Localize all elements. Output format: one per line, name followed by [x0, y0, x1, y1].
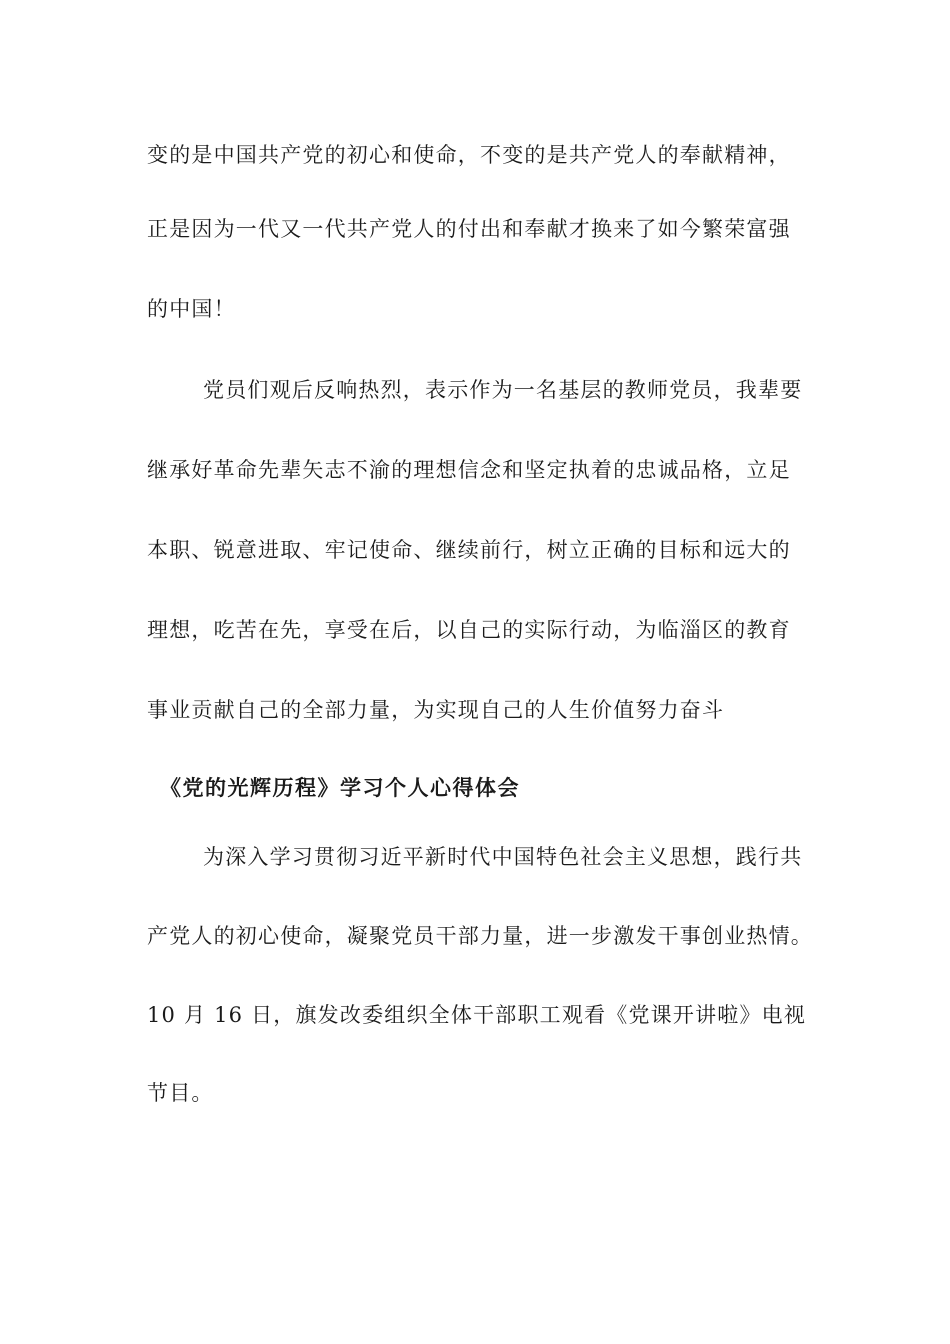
text-line: 本职、锐意进取、牢记使命、继续前行，树立正确的目标和远大的: [147, 538, 791, 562]
text-line: 正是因为一代又一代共产党人的付出和奉献才换来了如今繁荣富强: [147, 217, 791, 241]
text-line: 理想，吃苦在先，享受在后，以自己的实际行动，为临淄区的教育: [147, 618, 791, 642]
text-line: 10 月 16 日，旗发改委组织全体干部职工观看《党课开讲啦》电视: [147, 1003, 807, 1027]
text-line: 为深入学习贯彻习近平新时代中国特色社会主义思想，践行共: [203, 845, 803, 869]
text-line: 事业贡献自己的全部力量，为实现自己的人生价值努力奋斗: [147, 698, 725, 722]
text-line: 变的是中国共产党的初心和使命，不变的是共产党人的奉献精神，: [147, 143, 791, 167]
text-line: 继承好革命先辈矢志不渝的理想信念和坚定执着的忠诚品格，立足: [147, 458, 791, 482]
text-line: 产党人的初心使命，凝聚党员干部力量，进一步激发干事创业热情。: [147, 924, 813, 948]
section-title: 《党的光辉历程》学习个人心得体会: [160, 775, 520, 800]
text-line: 的中国！: [147, 297, 236, 321]
text-line: 党员们观后反响热烈，表示作为一名基层的教师党员，我辈要: [203, 378, 803, 402]
text-line: 节目。: [147, 1081, 214, 1105]
